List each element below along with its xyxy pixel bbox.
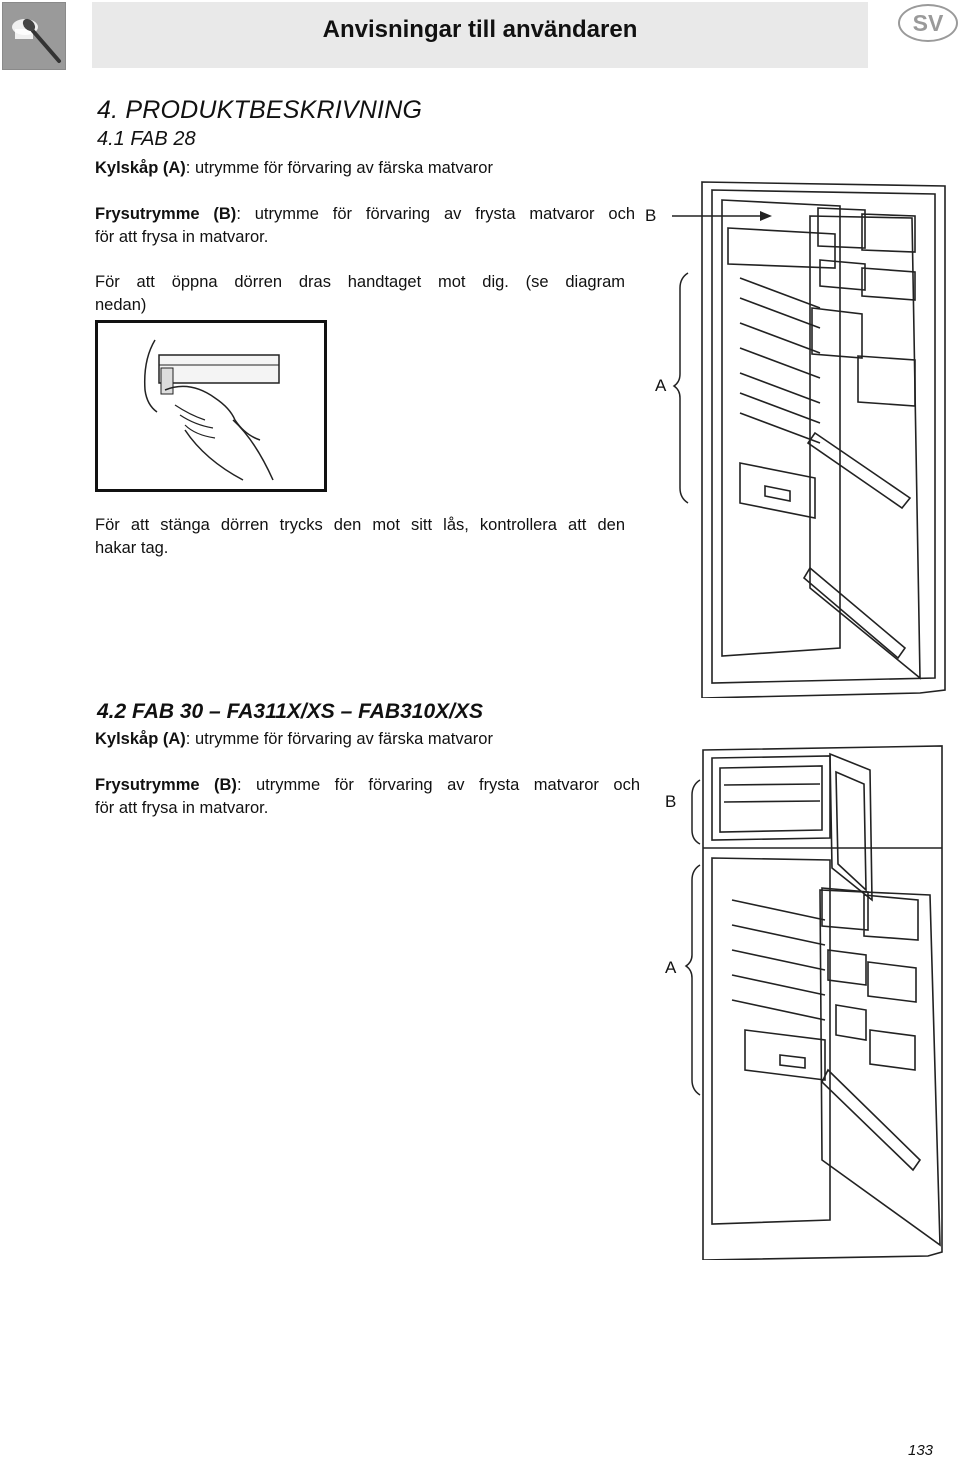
fridge-description <box>95 157 635 180</box>
freezer-definition-line1: : utrymme för förvaring av frysta matvaror och <box>236 205 635 223</box>
brand-logo <box>2 2 66 70</box>
label-a-fab28: A <box>655 376 667 395</box>
freezer-term: Frysutrymme (B) <box>95 205 237 223</box>
fridge-description-4-2 <box>95 728 640 751</box>
fridge-definition: : utrymme för förvaring av färska matvaror <box>185 159 493 177</box>
fridge-term: Kylskåp (A) <box>95 159 186 177</box>
open-door-line2: nedan) <box>95 296 147 314</box>
fab28-fridge-illustration <box>640 178 955 698</box>
freezer-definition-line2: för att frysa in matvaror. <box>95 228 269 246</box>
chef-spoon-icon <box>3 3 65 69</box>
close-door-instructions <box>95 514 625 560</box>
section-heading: 4. PRODUKTBESKRIVNING <box>97 96 423 124</box>
open-door-instructions <box>95 271 625 317</box>
fab30-fridge-illustration <box>660 740 955 1260</box>
fridge-term-4-2: Kylskåp (A) <box>95 730 186 748</box>
close-door-line2: hakar tag. <box>95 539 169 557</box>
freezer-description-4-2 <box>95 774 640 820</box>
freezer-description <box>95 203 635 249</box>
freezer-definition-4-2-line1: : utrymme för förvaring av frysta matvaror och <box>236 776 640 794</box>
door-handle-diagram <box>95 320 327 492</box>
label-a-fab30: A <box>665 958 677 977</box>
language-badge: SV <box>898 4 958 42</box>
label-b-fab30: B <box>665 792 677 811</box>
subsection-heading-4-2: 4.2 FAB 30 – FA311X/XS – FAB310X/XS <box>97 700 483 723</box>
label-b-fab28: B <box>645 206 657 225</box>
freezer-definition-4-2-line2: för att frysa in matvaror. <box>95 799 269 817</box>
page-header-title: Anvisningar till användaren <box>322 16 638 43</box>
fridge-definition-4-2: : utrymme för förvaring av färska matvaror <box>185 730 493 748</box>
open-door-line1: För att öppna dörren dras handtaget mot dig. (se diagram <box>95 273 625 291</box>
freezer-term-4-2: Frysutrymme (B) <box>95 776 237 794</box>
subsection-heading-4-1: 4.1 FAB 28 <box>97 128 196 150</box>
page-number: 133 <box>908 1442 934 1459</box>
close-door-line1: För att stänga dörren trycks den mot sitt lås, kontrollera att den <box>95 516 625 534</box>
